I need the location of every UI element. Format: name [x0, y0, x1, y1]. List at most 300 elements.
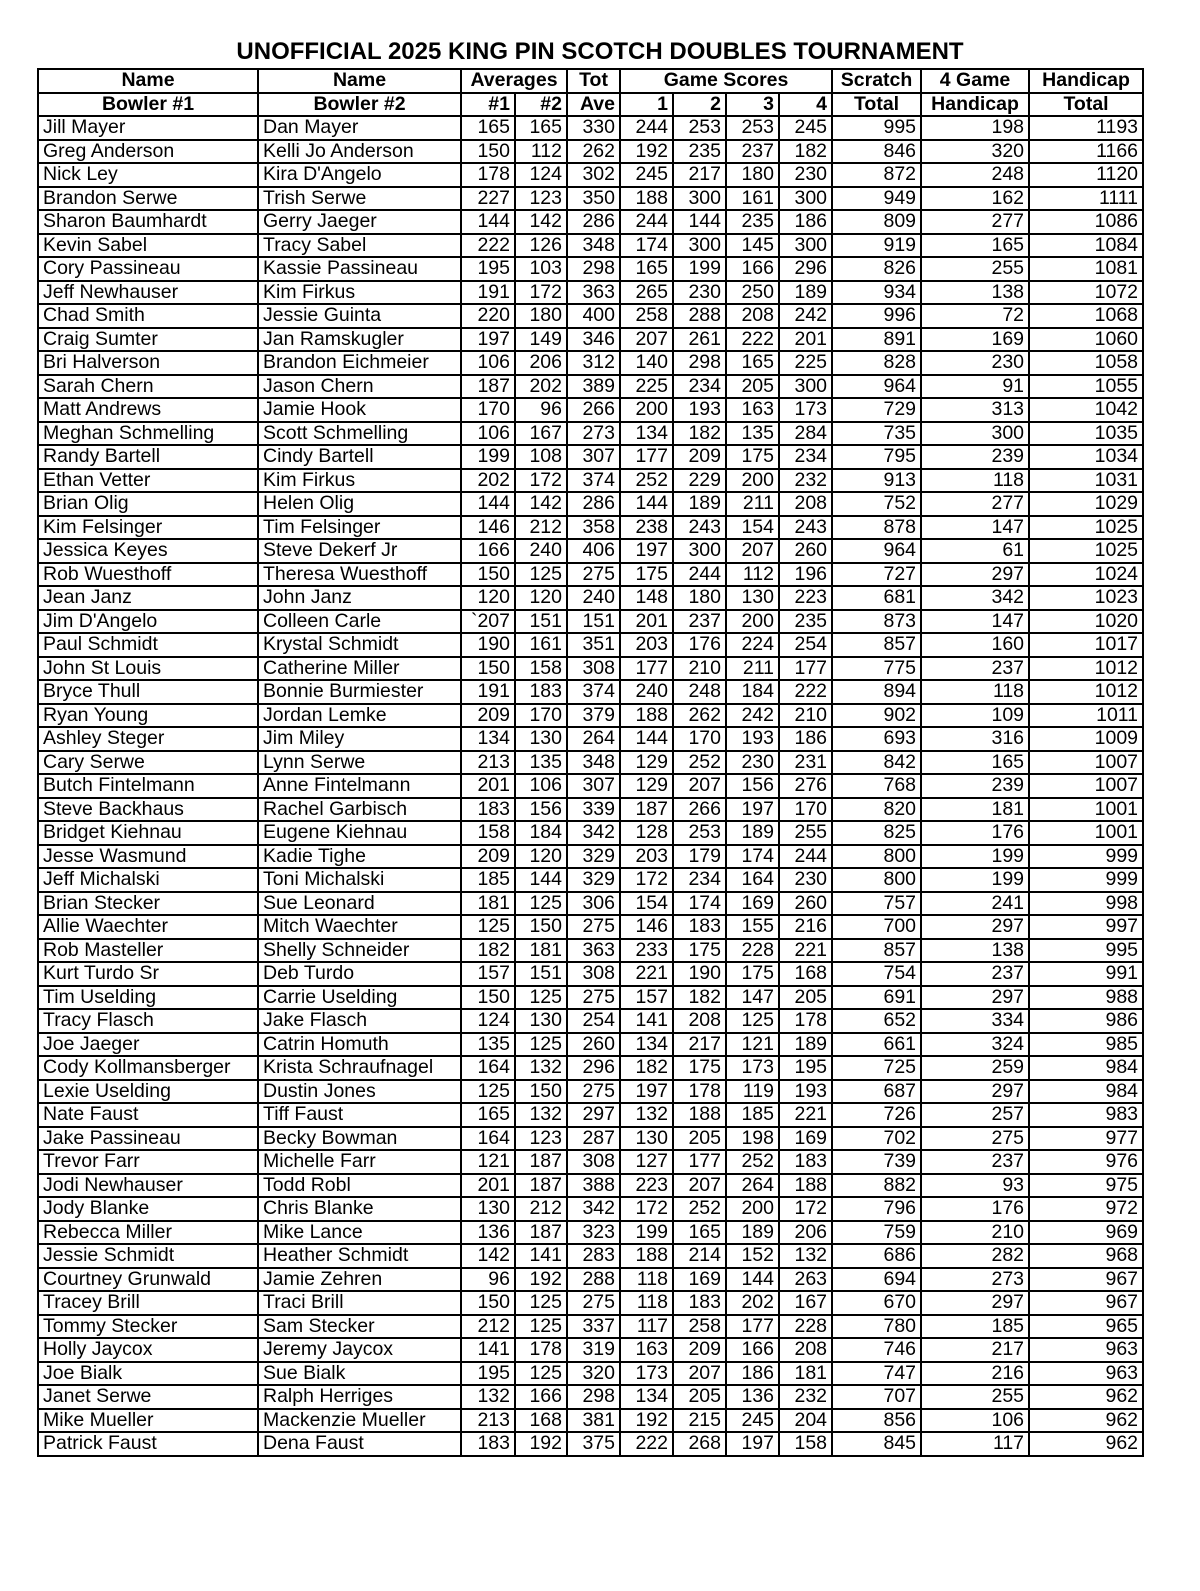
cell-game-4: 235 — [779, 610, 832, 634]
table-row — [38, 1268, 1143, 1292]
cell-tot-ave: 406 — [567, 539, 620, 563]
col-header-game-3: 3 — [726, 93, 779, 117]
cell-4game-handicap: 275 — [921, 1127, 1029, 1151]
cell-game-3: 189 — [726, 1221, 779, 1245]
cell-bowler-2: Steve Dekerf Jr — [258, 539, 461, 563]
cell-4game-handicap: 185 — [921, 1315, 1029, 1339]
cell-4game-handicap: 297 — [921, 986, 1029, 1010]
cell-game-1: 118 — [620, 1291, 673, 1315]
cell-game-3: 185 — [726, 1103, 779, 1127]
col-header-avg-2: #2 — [515, 93, 567, 117]
cell-avg-1: 170 — [461, 398, 515, 422]
cell-avg-1: 209 — [461, 704, 515, 728]
col-header-name-2: Name — [258, 69, 461, 93]
cell-bowler-1: Jim D'Angelo — [38, 610, 258, 634]
cell-game-4: 244 — [779, 845, 832, 869]
cell-scratch-total: 826 — [832, 257, 921, 281]
cell-bowler-1: Meghan Schmelling — [38, 422, 258, 446]
cell-avg-2: 168 — [515, 1409, 567, 1433]
cell-avg-2: 108 — [515, 445, 567, 469]
cell-bowler-2: Mike Lance — [258, 1221, 461, 1245]
cell-game-2: 234 — [673, 868, 726, 892]
cell-scratch-total: 919 — [832, 234, 921, 258]
cell-game-4: 225 — [779, 351, 832, 375]
cell-avg-2: 181 — [515, 939, 567, 963]
cell-game-4: 188 — [779, 1174, 832, 1198]
cell-bowler-2: Tim Felsinger — [258, 516, 461, 540]
cell-handicap-total: 968 — [1029, 1244, 1143, 1268]
cell-game-1: 173 — [620, 1362, 673, 1386]
cell-bowler-2: Deb Turdo — [258, 962, 461, 986]
cell-avg-1: 96 — [461, 1268, 515, 1292]
cell-handicap-total: 1086 — [1029, 210, 1143, 234]
cell-game-3: 208 — [726, 304, 779, 328]
cell-avg-1: 125 — [461, 915, 515, 939]
col-header-averages: Averages — [461, 69, 567, 93]
cell-scratch-total: 845 — [832, 1432, 921, 1456]
col-header-handicap-total: Total — [1029, 93, 1143, 117]
cell-bowler-1: Jody Blanke — [38, 1197, 258, 1221]
cell-bowler-1: Rob Masteller — [38, 939, 258, 963]
cell-4game-handicap: 297 — [921, 1080, 1029, 1104]
cell-avg-1: 166 — [461, 539, 515, 563]
cell-handicap-total: 975 — [1029, 1174, 1143, 1198]
cell-handicap-total: 965 — [1029, 1315, 1143, 1339]
cell-4game-handicap: 324 — [921, 1033, 1029, 1057]
col-header-ave: Ave — [567, 93, 620, 117]
cell-game-3: 173 — [726, 1056, 779, 1080]
cell-game-3: 161 — [726, 187, 779, 211]
cell-bowler-2: Kadie Tighe — [258, 845, 461, 869]
cell-avg-1: 213 — [461, 1409, 515, 1433]
table-row — [38, 680, 1143, 704]
table-row — [38, 892, 1143, 916]
cell-avg-2: 192 — [515, 1268, 567, 1292]
cell-game-4: 195 — [779, 1056, 832, 1080]
cell-game-2: 183 — [673, 1291, 726, 1315]
cell-scratch-total: 700 — [832, 915, 921, 939]
cell-avg-1: 135 — [461, 1033, 515, 1057]
cell-bowler-2: Dena Faust — [258, 1432, 461, 1456]
cell-scratch-total: 727 — [832, 563, 921, 587]
cell-game-4: 284 — [779, 422, 832, 446]
cell-game-2: 144 — [673, 210, 726, 234]
cell-bowler-2: Jordan Lemke — [258, 704, 461, 728]
cell-game-2: 175 — [673, 939, 726, 963]
table-row — [38, 1315, 1143, 1339]
cell-bowler-2: Traci Brill — [258, 1291, 461, 1315]
cell-game-2: 248 — [673, 680, 726, 704]
cell-game-1: 172 — [620, 1197, 673, 1221]
cell-bowler-1: Ryan Young — [38, 704, 258, 728]
table-row — [38, 422, 1143, 446]
cell-avg-2: 187 — [515, 1221, 567, 1245]
cell-game-3: 169 — [726, 892, 779, 916]
cell-game-4: 182 — [779, 140, 832, 164]
cell-avg-2: 106 — [515, 774, 567, 798]
cell-bowler-1: Steve Backhaus — [38, 798, 258, 822]
cell-game-3: 250 — [726, 281, 779, 305]
cell-avg-1: 187 — [461, 375, 515, 399]
header-row-top — [38, 69, 1143, 93]
cell-game-2: 205 — [673, 1127, 726, 1151]
cell-game-2: 182 — [673, 986, 726, 1010]
cell-tot-ave: 254 — [567, 1009, 620, 1033]
cell-bowler-2: Catrin Homuth — [258, 1033, 461, 1057]
col-header-scratch: Scratch — [832, 69, 921, 93]
cell-handicap-total: 1011 — [1029, 704, 1143, 728]
cell-scratch-total: 949 — [832, 187, 921, 211]
cell-handicap-total: 962 — [1029, 1432, 1143, 1456]
cell-game-2: 180 — [673, 586, 726, 610]
cell-avg-1: 199 — [461, 445, 515, 469]
cell-game-4: 255 — [779, 821, 832, 845]
cell-game-4: 230 — [779, 868, 832, 892]
cell-game-4: 230 — [779, 163, 832, 187]
cell-game-3: 228 — [726, 939, 779, 963]
cell-handicap-total: 984 — [1029, 1056, 1143, 1080]
table-row — [38, 1103, 1143, 1127]
cell-scratch-total: 702 — [832, 1127, 921, 1151]
cell-avg-1: 164 — [461, 1056, 515, 1080]
cell-game-1: 201 — [620, 610, 673, 634]
cell-scratch-total: 752 — [832, 492, 921, 516]
cell-scratch-total: 693 — [832, 727, 921, 751]
cell-game-4: 254 — [779, 633, 832, 657]
cell-game-2: 207 — [673, 1174, 726, 1198]
cell-avg-1: 146 — [461, 516, 515, 540]
cell-game-3: 200 — [726, 610, 779, 634]
cell-tot-ave: 298 — [567, 1385, 620, 1409]
cell-handicap-total: 962 — [1029, 1409, 1143, 1433]
cell-handicap-total: 988 — [1029, 986, 1143, 1010]
cell-handicap-total: 1009 — [1029, 727, 1143, 751]
cell-scratch-total: 670 — [832, 1291, 921, 1315]
cell-4game-handicap: 106 — [921, 1409, 1029, 1433]
cell-bowler-1: Bri Halverson — [38, 351, 258, 375]
col-header-bowler-1: Bowler #1 — [38, 93, 258, 117]
cell-handicap-total: 1031 — [1029, 469, 1143, 493]
cell-handicap-total: 976 — [1029, 1150, 1143, 1174]
cell-handicap-total: 1012 — [1029, 680, 1143, 704]
cell-game-2: 300 — [673, 187, 726, 211]
cell-tot-ave: 363 — [567, 939, 620, 963]
cell-handicap-total: 1120 — [1029, 163, 1143, 187]
cell-4game-handicap: 239 — [921, 445, 1029, 469]
cell-handicap-total: 1060 — [1029, 328, 1143, 352]
cell-game-1: 192 — [620, 1409, 673, 1433]
cell-tot-ave: 374 — [567, 469, 620, 493]
cell-handicap-total: 1017 — [1029, 633, 1143, 657]
cell-handicap-total: 967 — [1029, 1291, 1143, 1315]
cell-game-1: 132 — [620, 1103, 673, 1127]
cell-scratch-total: 686 — [832, 1244, 921, 1268]
cell-game-3: 152 — [726, 1244, 779, 1268]
cell-avg-2: 151 — [515, 962, 567, 986]
cell-scratch-total: 652 — [832, 1009, 921, 1033]
cell-handicap-total: 1072 — [1029, 281, 1143, 305]
cell-avg-2: 167 — [515, 422, 567, 446]
cell-game-3: 119 — [726, 1080, 779, 1104]
cell-handicap-total: 1166 — [1029, 140, 1143, 164]
cell-4game-handicap: 118 — [921, 469, 1029, 493]
cell-tot-ave: 400 — [567, 304, 620, 328]
cell-avg-2: 184 — [515, 821, 567, 845]
cell-tot-ave: 275 — [567, 1291, 620, 1315]
cell-scratch-total: 825 — [832, 821, 921, 845]
cell-tot-ave: 348 — [567, 234, 620, 258]
cell-4game-handicap: 316 — [921, 727, 1029, 751]
cell-game-4: 228 — [779, 1315, 832, 1339]
cell-avg-2: 130 — [515, 727, 567, 751]
cell-game-2: 253 — [673, 821, 726, 845]
cell-avg-1: 144 — [461, 210, 515, 234]
cell-game-2: 188 — [673, 1103, 726, 1127]
table-row — [38, 1127, 1143, 1151]
table-row — [38, 657, 1143, 681]
cell-bowler-1: Mike Mueller — [38, 1409, 258, 1433]
cell-tot-ave: 323 — [567, 1221, 620, 1245]
cell-avg-2: 151 — [515, 610, 567, 634]
cell-game-1: 225 — [620, 375, 673, 399]
table-row — [38, 821, 1143, 845]
cell-bowler-1: Jessica Keyes — [38, 539, 258, 563]
cell-tot-ave: 358 — [567, 516, 620, 540]
cell-tot-ave: 319 — [567, 1338, 620, 1362]
cell-game-1: 252 — [620, 469, 673, 493]
cell-tot-ave: 240 — [567, 586, 620, 610]
cell-bowler-1: Brian Olig — [38, 492, 258, 516]
cell-4game-handicap: 255 — [921, 257, 1029, 281]
cell-avg-2: 123 — [515, 187, 567, 211]
cell-game-1: 192 — [620, 140, 673, 164]
table-row — [38, 469, 1143, 493]
cell-handicap-total: 1111 — [1029, 187, 1143, 211]
col-header-avg-1: #1 — [461, 93, 515, 117]
cell-4game-handicap: 109 — [921, 704, 1029, 728]
cell-scratch-total: 995 — [832, 116, 921, 140]
cell-game-3: 197 — [726, 798, 779, 822]
cell-handicap-total: 1025 — [1029, 516, 1143, 540]
table-row — [38, 1338, 1143, 1362]
cell-scratch-total: 757 — [832, 892, 921, 916]
cell-bowler-2: Scott Schmelling — [258, 422, 461, 446]
cell-handicap-total: 963 — [1029, 1362, 1143, 1386]
table-row — [38, 1009, 1143, 1033]
document-title: UNOFFICIAL 2025 KING PIN SCOTCH DOUBLES TOURNAMENT — [236, 38, 964, 65]
cell-tot-ave: 339 — [567, 798, 620, 822]
cell-tot-ave: 329 — [567, 845, 620, 869]
cell-game-4: 178 — [779, 1009, 832, 1033]
cell-game-4: 173 — [779, 398, 832, 422]
cell-bowler-2: Sam Stecker — [258, 1315, 461, 1339]
cell-4game-handicap: 320 — [921, 140, 1029, 164]
cell-game-2: 298 — [673, 351, 726, 375]
table-row — [38, 1150, 1143, 1174]
col-header-game-scores: Game Scores — [620, 69, 832, 93]
cell-avg-1: 150 — [461, 657, 515, 681]
cell-bowler-1: Cory Passineau — [38, 257, 258, 281]
cell-bowler-1: Chad Smith — [38, 304, 258, 328]
cell-avg-1: 178 — [461, 163, 515, 187]
cell-bowler-2: Jamie Hook — [258, 398, 461, 422]
cell-game-1: 238 — [620, 516, 673, 540]
cell-game-4: 132 — [779, 1244, 832, 1268]
cell-tot-ave: 275 — [567, 563, 620, 587]
cell-game-1: 130 — [620, 1127, 673, 1151]
cell-bowler-1: Butch Fintelmann — [38, 774, 258, 798]
cell-avg-1: 130 — [461, 1197, 515, 1221]
table-row — [38, 563, 1143, 587]
cell-game-2: 179 — [673, 845, 726, 869]
cell-4game-handicap: 138 — [921, 939, 1029, 963]
cell-avg-1: 183 — [461, 798, 515, 822]
cell-4game-handicap: 210 — [921, 1221, 1029, 1245]
cell-bowler-2: Toni Michalski — [258, 868, 461, 892]
cell-avg-1: 125 — [461, 1080, 515, 1104]
cell-bowler-2: Jamie Zehren — [258, 1268, 461, 1292]
cell-avg-1: 106 — [461, 422, 515, 446]
cell-tot-ave: 283 — [567, 1244, 620, 1268]
table-row — [38, 798, 1143, 822]
col-header-tot: Tot — [567, 69, 620, 93]
cell-scratch-total: 768 — [832, 774, 921, 798]
cell-avg-1: `207 — [461, 610, 515, 634]
cell-game-1: 174 — [620, 234, 673, 258]
cell-game-1: 129 — [620, 774, 673, 798]
cell-avg-2: 166 — [515, 1385, 567, 1409]
cell-avg-2: 158 — [515, 657, 567, 681]
cell-scratch-total: 739 — [832, 1150, 921, 1174]
cell-handicap-total: 991 — [1029, 962, 1143, 986]
cell-bowler-2: Krystal Schmidt — [258, 633, 461, 657]
cell-avg-1: 209 — [461, 845, 515, 869]
cell-4game-handicap: 138 — [921, 281, 1029, 305]
cell-avg-2: 202 — [515, 375, 567, 399]
cell-scratch-total: 780 — [832, 1315, 921, 1339]
cell-avg-1: 120 — [461, 586, 515, 610]
cell-game-4: 186 — [779, 727, 832, 751]
cell-game-1: 144 — [620, 492, 673, 516]
table-row — [38, 962, 1143, 986]
cell-bowler-2: Becky Bowman — [258, 1127, 461, 1151]
cell-bowler-2: Tracy Sabel — [258, 234, 461, 258]
cell-game-4: 208 — [779, 492, 832, 516]
col-header-bowler-2: Bowler #2 — [258, 93, 461, 117]
cell-game-1: 182 — [620, 1056, 673, 1080]
cell-game-2: 189 — [673, 492, 726, 516]
cell-scratch-total: 964 — [832, 375, 921, 399]
cell-game-3: 186 — [726, 1362, 779, 1386]
cell-bowler-2: Colleen Carle — [258, 610, 461, 634]
table-row — [38, 257, 1143, 281]
col-header-4game: 4 Game — [921, 69, 1029, 93]
cell-avg-2: 125 — [515, 1362, 567, 1386]
cell-handicap-total: 1007 — [1029, 774, 1143, 798]
cell-bowler-1: Ashley Steger — [38, 727, 258, 751]
cell-avg-1: 201 — [461, 1174, 515, 1198]
cell-bowler-2: Krista Schraufnagel — [258, 1056, 461, 1080]
cell-scratch-total: 681 — [832, 586, 921, 610]
cell-handicap-total: 1023 — [1029, 586, 1143, 610]
cell-game-4: 232 — [779, 1385, 832, 1409]
cell-avg-1: 132 — [461, 1385, 515, 1409]
cell-avg-1: 144 — [461, 492, 515, 516]
cell-bowler-1: Janet Serwe — [38, 1385, 258, 1409]
cell-scratch-total: 725 — [832, 1056, 921, 1080]
cell-scratch-total: 934 — [832, 281, 921, 305]
table-row — [38, 1244, 1143, 1268]
cell-bowler-2: Carrie Uselding — [258, 986, 461, 1010]
cell-handicap-total: 1012 — [1029, 657, 1143, 681]
cell-bowler-1: Randy Bartell — [38, 445, 258, 469]
cell-game-1: 177 — [620, 657, 673, 681]
cell-game-4: 169 — [779, 1127, 832, 1151]
cell-bowler-1: Tommy Stecker — [38, 1315, 258, 1339]
cell-game-4: 158 — [779, 1432, 832, 1456]
cell-avg-1: 141 — [461, 1338, 515, 1362]
cell-bowler-1: Sharon Baumhardt — [38, 210, 258, 234]
cell-game-4: 193 — [779, 1080, 832, 1104]
cell-4game-handicap: 297 — [921, 915, 1029, 939]
cell-4game-handicap: 237 — [921, 657, 1029, 681]
cell-avg-1: 181 — [461, 892, 515, 916]
cell-bowler-1: Nick Ley — [38, 163, 258, 187]
cell-game-1: 134 — [620, 422, 673, 446]
cell-avg-2: 187 — [515, 1174, 567, 1198]
cell-tot-ave: 275 — [567, 915, 620, 939]
cell-4game-handicap: 176 — [921, 821, 1029, 845]
table-row — [38, 939, 1143, 963]
cell-tot-ave: 273 — [567, 422, 620, 446]
cell-scratch-total: 747 — [832, 1362, 921, 1386]
cell-game-3: 200 — [726, 469, 779, 493]
cell-tot-ave: 351 — [567, 633, 620, 657]
cell-4game-handicap: 282 — [921, 1244, 1029, 1268]
cell-game-1: 203 — [620, 845, 673, 869]
cell-game-1: 245 — [620, 163, 673, 187]
cell-game-3: 200 — [726, 1197, 779, 1221]
cell-handicap-total: 1035 — [1029, 422, 1143, 446]
cell-avg-1: 136 — [461, 1221, 515, 1245]
cell-game-2: 169 — [673, 1268, 726, 1292]
cell-game-2: 217 — [673, 163, 726, 187]
cell-game-2: 174 — [673, 892, 726, 916]
cell-avg-2: 125 — [515, 892, 567, 916]
cell-handicap-total: 983 — [1029, 1103, 1143, 1127]
cell-scratch-total: 882 — [832, 1174, 921, 1198]
cell-bowler-1: Cary Serwe — [38, 751, 258, 775]
cell-game-2: 215 — [673, 1409, 726, 1433]
cell-game-4: 242 — [779, 304, 832, 328]
cell-game-4: 201 — [779, 328, 832, 352]
cell-game-1: 207 — [620, 328, 673, 352]
cell-tot-ave: 266 — [567, 398, 620, 422]
cell-tot-ave: 337 — [567, 1315, 620, 1339]
cell-tot-ave: 264 — [567, 727, 620, 751]
cell-bowler-1: Lexie Uselding — [38, 1080, 258, 1104]
col-header-game-2: 2 — [673, 93, 726, 117]
cell-bowler-2: Jason Chern — [258, 375, 461, 399]
cell-tot-ave: 348 — [567, 751, 620, 775]
cell-game-4: 183 — [779, 1150, 832, 1174]
table-row — [38, 210, 1143, 234]
cell-game-4: 243 — [779, 516, 832, 540]
cell-avg-1: 150 — [461, 986, 515, 1010]
cell-game-3: 189 — [726, 821, 779, 845]
col-header-game-4: 4 — [779, 93, 832, 117]
table-row — [38, 610, 1143, 634]
